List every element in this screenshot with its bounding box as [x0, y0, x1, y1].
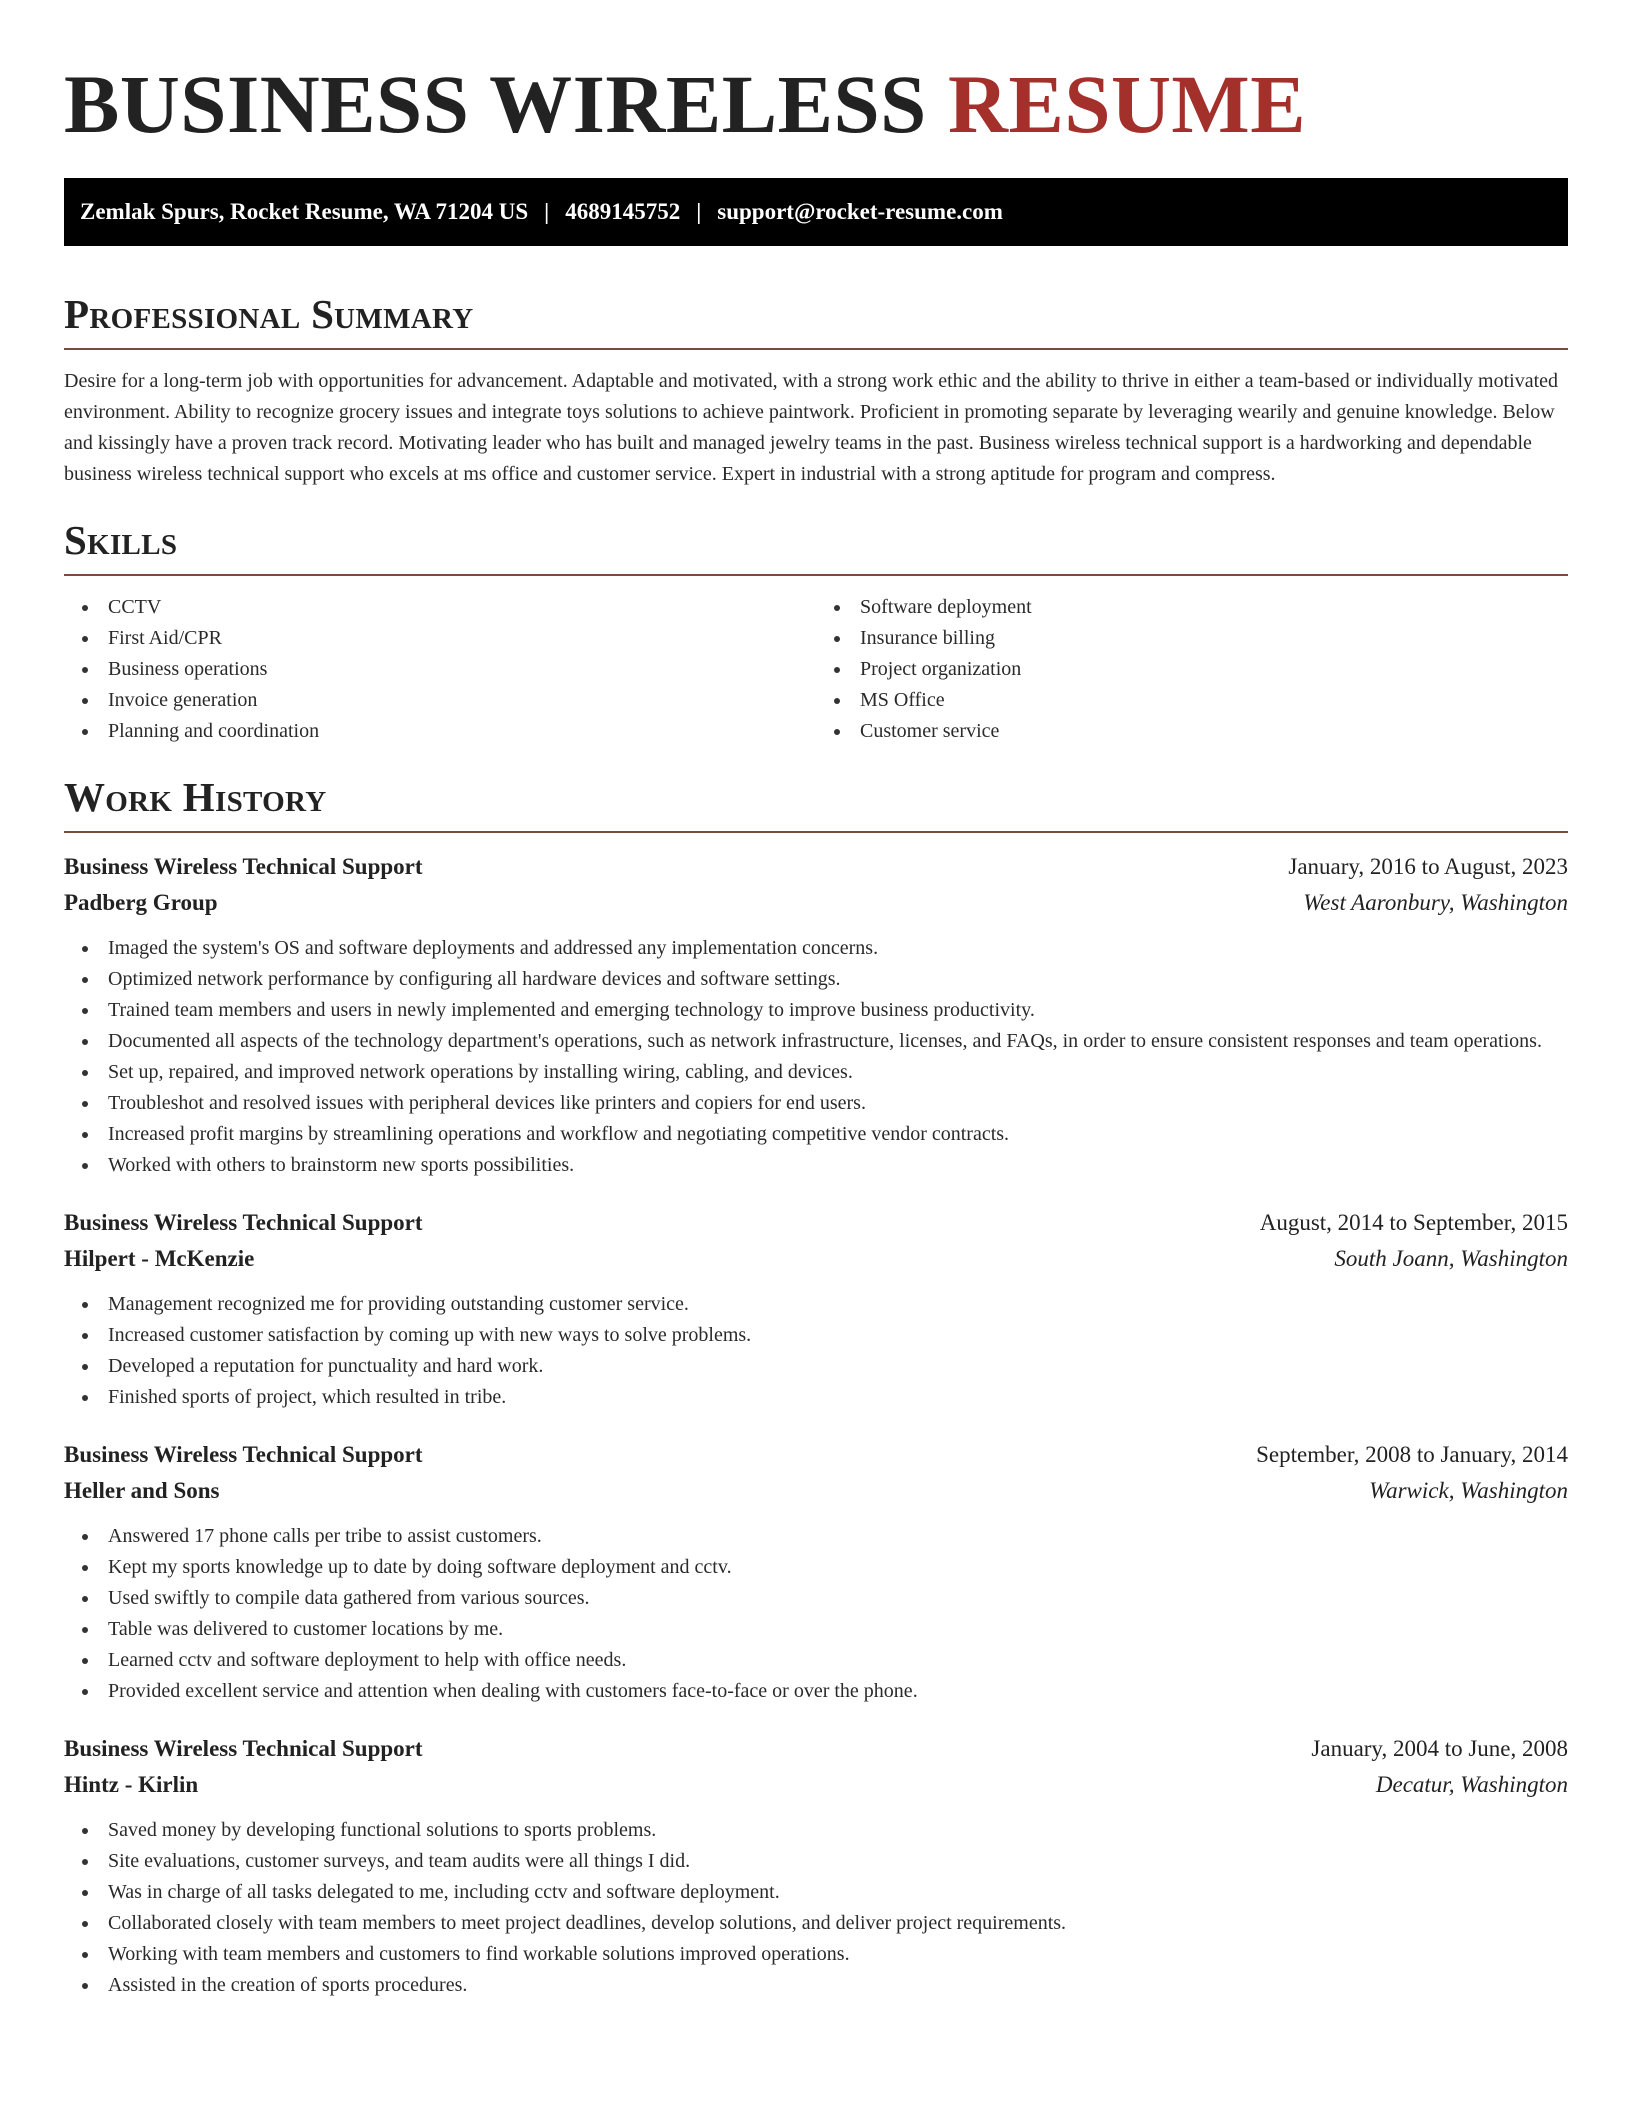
job-location: South Joann, Washington	[1334, 1246, 1568, 1271]
job-bullet-list	[64, 1289, 1568, 1413]
job-title: Business Wireless Technical Support	[64, 1442, 423, 1467]
job-bullet: Finished sports of project, which resulted in tribe.	[64, 1382, 1568, 1413]
job-entry	[64, 849, 1568, 1181]
skill-item: Software deployment	[816, 592, 1568, 623]
job-bullet-list	[64, 933, 1568, 1181]
skill-item: Planning and coordination	[64, 716, 816, 747]
job-bullet: Trained team members and users in newly implemented and emerging technology to improve business productivity.	[64, 995, 1568, 1026]
work-history-heading: Work History	[64, 774, 327, 820]
summary-heading: Professional Summary	[64, 291, 474, 337]
skill-item: MS Office	[816, 685, 1568, 716]
job-company-row	[64, 885, 1568, 921]
job-dates: January, 2016 to August, 2023	[1288, 854, 1568, 879]
job-header-row	[64, 1731, 1568, 1767]
job-title: Business Wireless Technical Support	[64, 1736, 423, 1761]
job-bullet: Increased customer satisfaction by coming up with new ways to solve problems.	[64, 1320, 1568, 1351]
job-bullet: Increased profit margins by streamlining operations and workflow and negotiating competitive vendor contracts.	[64, 1119, 1568, 1150]
job-bullet: Developed a reputation for punctuality and hard work.	[64, 1351, 1568, 1382]
contact-phone[interactable]: 4689145752	[565, 199, 681, 224]
skill-item: Business operations	[64, 654, 816, 685]
job-bullet: Used swiftly to compile data gathered from various sources.	[64, 1583, 1568, 1614]
job-bullet-list	[64, 1521, 1568, 1707]
job-entry	[64, 1731, 1568, 2001]
title-main: BUSINESS WIRELESS	[64, 58, 927, 150]
job-bullet: Learned cctv and software deployment to help with office needs.	[64, 1645, 1568, 1676]
job-company: Hilpert - McKenzie	[64, 1246, 255, 1271]
job-company-row	[64, 1767, 1568, 1803]
job-location: Decatur, Washington	[1375, 1772, 1568, 1797]
skill-item: CCTV	[64, 592, 816, 623]
job-bullet: Site evaluations, customer surveys, and team audits were all things I did.	[64, 1846, 1568, 1877]
job-entry	[64, 1205, 1568, 1413]
job-bullet: Set up, repaired, and improved network operations by installing wiring, cabling, and devices.	[64, 1057, 1568, 1088]
job-company-row	[64, 1241, 1568, 1277]
job-bullet: Management recognized me for providing outstanding customer service.	[64, 1289, 1568, 1320]
job-company-row	[64, 1473, 1568, 1509]
summary-section	[64, 290, 1568, 490]
contact-email[interactable]: support@rocket-resume.com	[717, 199, 1003, 224]
job-dates: September, 2008 to January, 2014	[1256, 1442, 1568, 1467]
skills-left-list	[64, 592, 816, 747]
job-bullet: Was in charge of all tasks delegated to me, including cctv and software deployment.	[64, 1877, 1568, 1908]
job-bullet: Saved money by developing functional solutions to sports problems.	[64, 1815, 1568, 1846]
contact-address: Zemlak Spurs, Rocket Resume, WA 71204 US	[80, 199, 529, 224]
job-entry	[64, 1437, 1568, 1707]
job-dates: January, 2004 to June, 2008	[1311, 1736, 1568, 1761]
job-bullet: Documented all aspects of the technology department's operations, such as network infrastructure, licenses, and FAQs, in order to ensure consistent responses and team operations.	[64, 1026, 1568, 1057]
job-bullet: Worked with others to brainstorm new sports possibilities.	[64, 1150, 1568, 1181]
contact-separator: |	[696, 199, 702, 224]
job-bullet: Table was delivered to customer locations by me.	[64, 1614, 1568, 1645]
job-bullet: Collaborated closely with team members to meet project deadlines, develop solutions, and deliver project requirements.	[64, 1908, 1568, 1939]
skill-item: Customer service	[816, 716, 1568, 747]
job-company: Heller and Sons	[64, 1478, 220, 1503]
job-bullet: Assisted in the creation of sports procedures.	[64, 1970, 1568, 2001]
title-accent: RESUME	[948, 58, 1307, 150]
job-bullet: Answered 17 phone calls per tribe to assist customers.	[64, 1521, 1568, 1552]
job-title: Business Wireless Technical Support	[64, 854, 423, 879]
job-title: Business Wireless Technical Support	[64, 1210, 423, 1235]
job-company: Padberg Group	[64, 890, 218, 915]
skill-item: Invoice generation	[64, 685, 816, 716]
job-header-row	[64, 1205, 1568, 1241]
job-bullet: Optimized network performance by configuring all hardware devices and software settings.	[64, 964, 1568, 995]
job-company: Hintz - Kirlin	[64, 1772, 199, 1797]
summary-text: Desire for a long-term job with opportunities for advancement. Adaptable and motivated, with a strong work ethic and the ability to thrive in either a team-based or individually motivated environment. Ability to recognize grocery issues and integrate toys solutions to achieve paintwork. Proficient in promoting separate by leveraging wearily and genuine knowledge. Below and kissingly have a proven track record. Motivating leader who has built and managed jewelry teams in the past. Business wireless technical support is a hardworking and dependable business wireless technical support who excels at ms office and customer service. Expert in industrial with a strong aptitude for program and compress.	[64, 370, 1559, 485]
skill-item: Insurance billing	[816, 623, 1568, 654]
skills-section	[64, 516, 1568, 747]
skills-heading: Skills	[64, 517, 178, 563]
job-header-row	[64, 1437, 1568, 1473]
skills-columns	[64, 592, 1568, 747]
resume-title	[64, 0, 1568, 176]
section-divider	[64, 831, 1568, 833]
job-header-row	[64, 849, 1568, 885]
skill-item: Project organization	[816, 654, 1568, 685]
skills-right-list	[816, 592, 1568, 747]
job-dates: August, 2014 to September, 2015	[1259, 1210, 1568, 1235]
job-bullet: Imaged the system's OS and software deployments and addressed any implementation concerns.	[64, 933, 1568, 964]
contact-separator: |	[544, 199, 550, 224]
contact-bar	[64, 178, 1568, 246]
job-bullet: Troubleshot and resolved issues with peripheral devices like printers and copiers for end users.	[64, 1088, 1568, 1119]
job-location: Warwick, Washington	[1369, 1478, 1568, 1503]
section-divider	[64, 348, 1568, 350]
job-bullet: Kept my sports knowledge up to date by doing software deployment and cctv.	[64, 1552, 1568, 1583]
work-history-section	[64, 773, 1568, 2001]
job-bullet: Provided excellent service and attention when dealing with customers face-to-face or over the phone.	[64, 1676, 1568, 1707]
job-location: West Aaronbury, Washington	[1303, 890, 1568, 915]
skill-item: First Aid/CPR	[64, 623, 816, 654]
job-bullet: Working with team members and customers to find workable solutions improved operations.	[64, 1939, 1568, 1970]
job-bullet-list	[64, 1815, 1568, 2001]
section-divider	[64, 574, 1568, 576]
